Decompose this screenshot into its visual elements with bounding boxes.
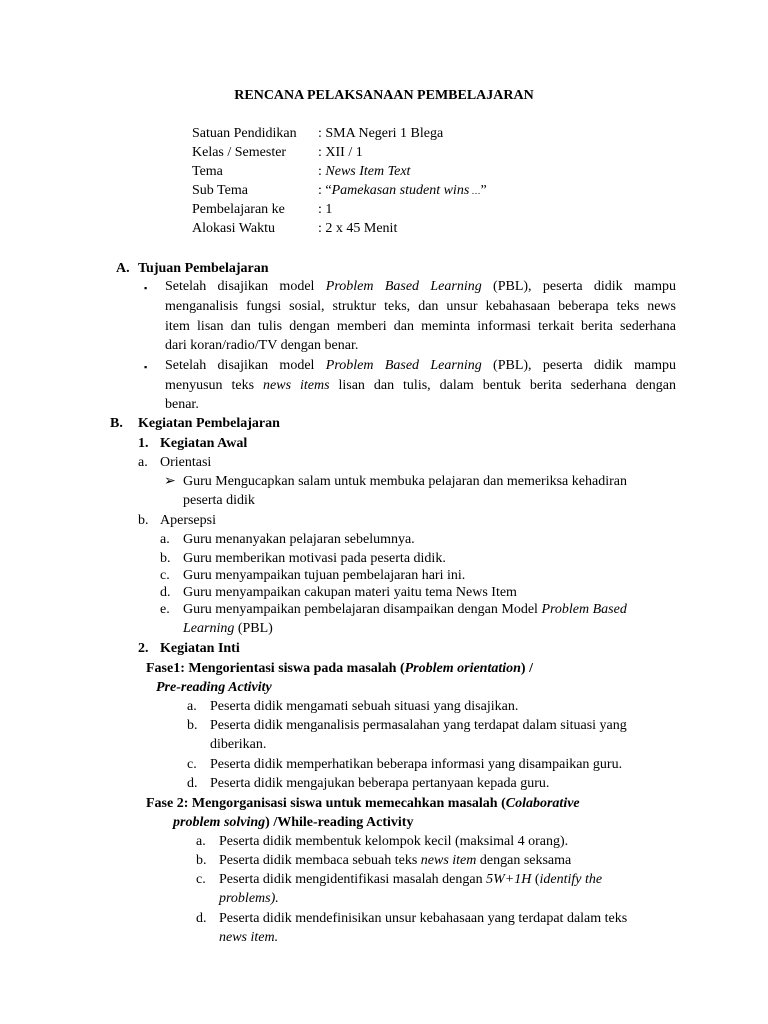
list-marker: a. [187,699,197,714]
section-b-heading: Kegiatan Pembelajaran [138,416,280,431]
identity-value: : XII / 1 [318,145,363,160]
list-item: Peserta didik mengidentifikasi masalah dengan 5W+1H (identify the [219,872,603,887]
phase-subheading: problem solving) /While-reading Activity [173,815,414,830]
list-marker: a. [138,455,148,470]
list-item: Guru menyampaikan tujuan pembelajaran hari ini. [183,568,466,583]
paragraph-line: dari koran/radio/TV dengan benar. [165,338,359,353]
phase-subheading: Pre-reading Activity [156,680,272,695]
subsection-marker: 1. [138,436,149,451]
paragraph-line: peserta didik [183,493,255,508]
list-item-continuation: news item. [219,930,279,945]
list-item-continuation: Learning (PBL) [183,621,273,636]
list-item-continuation: problems). [219,891,279,906]
list-marker: b. [160,551,171,566]
list-marker: c. [160,568,170,583]
identity-label: Alokasi Waktu [192,221,275,236]
list-item: Peserta didik membaca sebuah teks news item dengan seksama [219,853,572,868]
identity-value: : 2 x 45 Menit [318,221,398,236]
list-marker: b. [196,853,207,868]
section-a-marker: A. [116,261,130,276]
list-item: Guru memberikan motivasi pada peserta didik. [183,551,446,566]
section-a-heading: Tujuan Pembelajaran [138,261,269,276]
list-marker: b. [138,513,149,528]
list-item: Peserta didik mengamati sebuah situasi yang disajikan. [210,699,519,714]
square-bullet-icon: ▪ [144,362,148,372]
identity-label: Pembelajaran ke [192,202,285,217]
phase-heading: Fase 2: Mengorganisasi siswa untuk memecahkan masalah (Colaborative [146,796,580,811]
list-label: Orientasi [160,455,212,470]
identity-value: : “Pamekasan student wins …” [318,183,487,198]
list-item: Peserta didik menganalisis permasalahan yang terdapat dalam situasi yang [210,718,627,733]
subsection-heading: Kegiatan Awal [160,436,248,451]
list-item: Guru menyampaikan pembelajaran disampaikan dengan Model Problem Based [183,602,627,617]
phase-heading: Fase1: Mengorientasi siswa pada masalah (Problem orientation) / [146,661,533,676]
paragraph-line: Setelah disajikan model Problem Based Learning (PBL), peserta didik mampu [165,279,677,294]
identity-value: : SMA Negeri 1 Blega [318,126,444,141]
square-bullet-icon: ▪ [144,283,148,293]
list-marker: d. [196,911,207,926]
list-item: Peserta didik mengajukan beberapa pertanyaan kepada guru. [210,776,550,791]
paragraph-line: item lisan dan tulis dengan memberi dan meminta informasi terkait berita sederhana [165,319,676,334]
list-item: Guru menanyakan pelajaran sebelumnya. [183,532,415,547]
paragraph-line: Guru Mengucapkan salam untuk membuka pelajaran dan memeriksa kehadiran [183,474,627,489]
identity-label: Tema [192,164,223,179]
paragraph-line: menyusun teks news items lisan dan tulis, dalam bentuk berita sederhana dengan [165,378,676,393]
identity-value: : News Item Text [318,164,411,179]
paragraph-line: Setelah disajikan model Problem Based Learning (PBL), peserta didik mampu [165,358,677,373]
subsection-heading: Kegiatan Inti [160,641,240,656]
paragraph-line: menganalisis fungsi sosial, struktur teks, dan unsur kebahasaan beberapa teks news [165,299,676,314]
identity-label: Satuan Pendidikan [192,126,297,141]
paragraph-line: benar. [165,397,199,412]
list-item-continuation: diberikan. [210,737,267,752]
identity-value: : 1 [318,202,333,217]
arrow-bullet-icon: ➢ [164,474,176,489]
list-label: Apersepsi [160,513,216,528]
list-item: Peserta didik mendefinisikan unsur kebahasaan yang terdapat dalam teks [219,911,628,926]
list-marker: d. [187,776,198,791]
identity-label: Kelas / Semester [192,145,287,160]
section-b-marker: B. [110,416,123,431]
subsection-marker: 2. [138,641,149,656]
list-marker: e. [160,602,170,617]
list-item: Peserta didik membentuk kelompok kecil (maksimal 4 orang). [219,834,569,849]
page-title: RENCANA PELAKSANAAN PEMBELAJARAN [234,88,534,103]
identity-label: Sub Tema [192,183,248,198]
list-marker: d. [160,585,171,600]
list-marker: b. [187,718,198,733]
list-marker: a. [160,532,170,547]
list-item: Guru menyampaikan cakupan materi yaitu tema News Item [183,585,517,600]
list-marker: a. [196,834,206,849]
list-marker: c. [187,757,197,772]
list-marker: c. [196,872,206,887]
list-item: Peserta didik memperhatikan beberapa informasi yang disampaikan guru. [210,757,623,772]
